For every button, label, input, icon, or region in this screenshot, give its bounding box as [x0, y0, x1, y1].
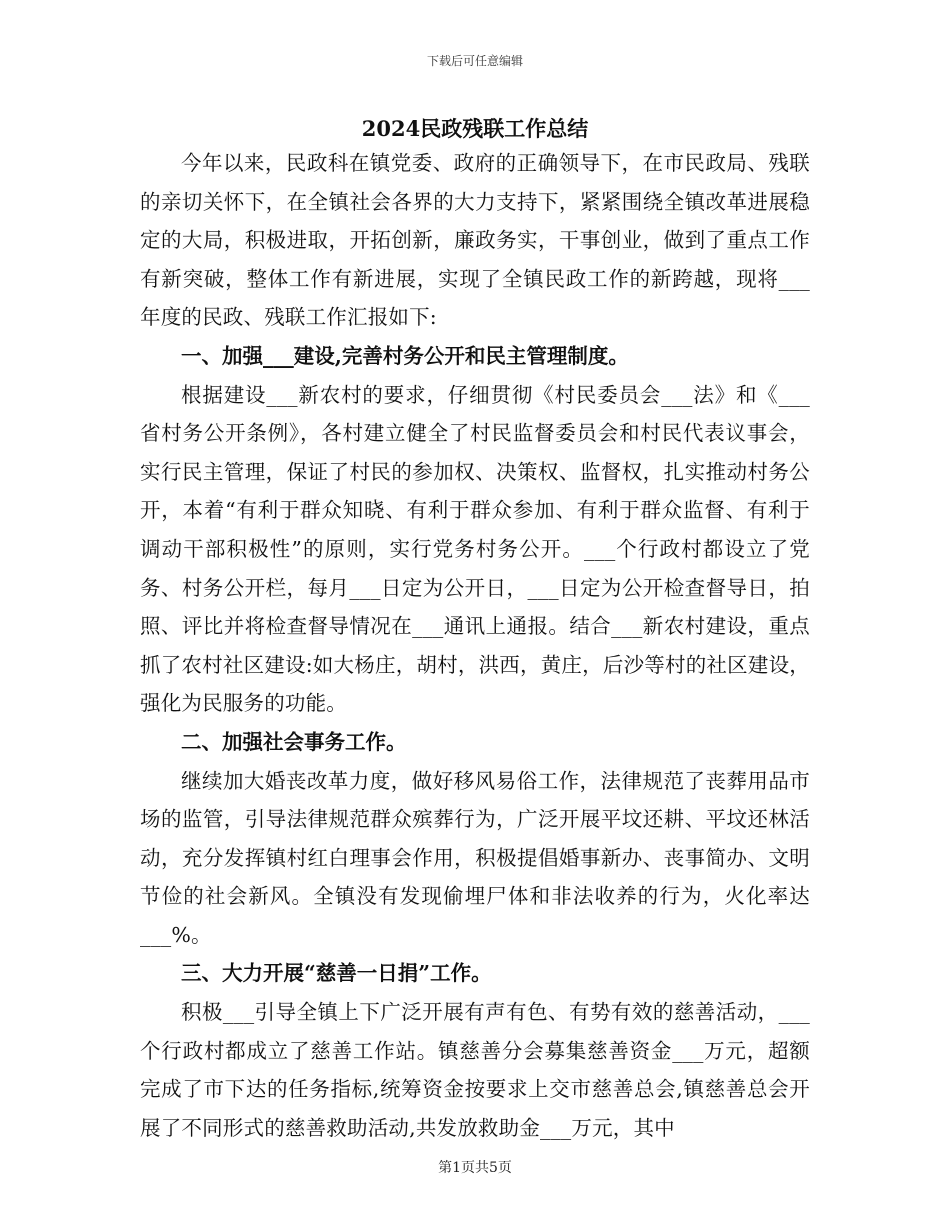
- section-1-heading: 一、加强___建设,完善村务公开和民主管理制度。: [181, 343, 629, 368]
- document-title: 2024民政残联工作总结: [361, 116, 589, 141]
- section-1-body: 根据建设___新农村的要求，仔细贯彻《村民委员会___法》和《___省村务公开条例》，各村建立健全了村民监督委员会和村民代表议事会，实行民主管理，保证了村民的参加权、决策权、监督权，扎实推动村务公开，本着“有利于群众知晓、有利于群众参加、有利于群众监督、有利于调动干部积极性”的原则，实行党务村务公开。___个行政村都设立了党务、村务公开栏，每月___日定为公开日，___日定为公开检查督导日，拍照、评比并将检查督导情况在___通讯上通报。结合___新农村建设，重点抓了农村社区建设:如大杨庄，胡村，洪西，黄庄，后沙等村的社区建设，强化为民服务的功能。: [140, 382, 810, 716]
- document-body: [140, 114, 810, 1147]
- page-number: 第1页共5页: [438, 1160, 512, 1176]
- section-3-heading: 三、大力开展“慈善一日捐”工作。: [181, 961, 492, 986]
- section-2-heading: 二、加强社会事务工作。: [181, 729, 407, 754]
- section-3-body: 积极___引导全镇上下广泛开展有声有色、有势有效的慈善活动，___个行政村都成立了慈善工作站。镇慈善分会募集慈善资金___万元，超额完成了市下达的任务指标,统筹资金按要求上交市慈善总会,镇慈善总会开展了不同形式的慈善救助活动,共发放救助金___万元，其中: [140, 1000, 810, 1140]
- section-2-body: 继续加大婚丧改革力度，做好移风易俗工作，法律规范了丧葬用品市场的监管，引导法律规范群众殡葬行为，广泛开展平坟还耕、平坟还林活动，充分发挥镇村红白理事会作用，积极提倡婚事新办、丧事简办、文明节俭的社会新风。全镇没有发现偷埋尸体和非法收养的行为，火化率达___%。: [140, 768, 810, 947]
- intro-paragraph: 今年以来，民政科在镇党委、政府的正确领导下，在市民政局、残联的亲切关怀下，在全镇社会各界的大力支持下，紧紧围绕全镇改革进展稳定的大局，积极进取，开拓创新，廉政务实，干事创业，做到了重点工作有新突破，整体工作有新进展，实现了全镇民政工作的新跨越，现将___年度的民政、残联工作汇报如下:: [140, 151, 810, 330]
- page-header-note: 下载后可任意编辑: [426, 54, 523, 68]
